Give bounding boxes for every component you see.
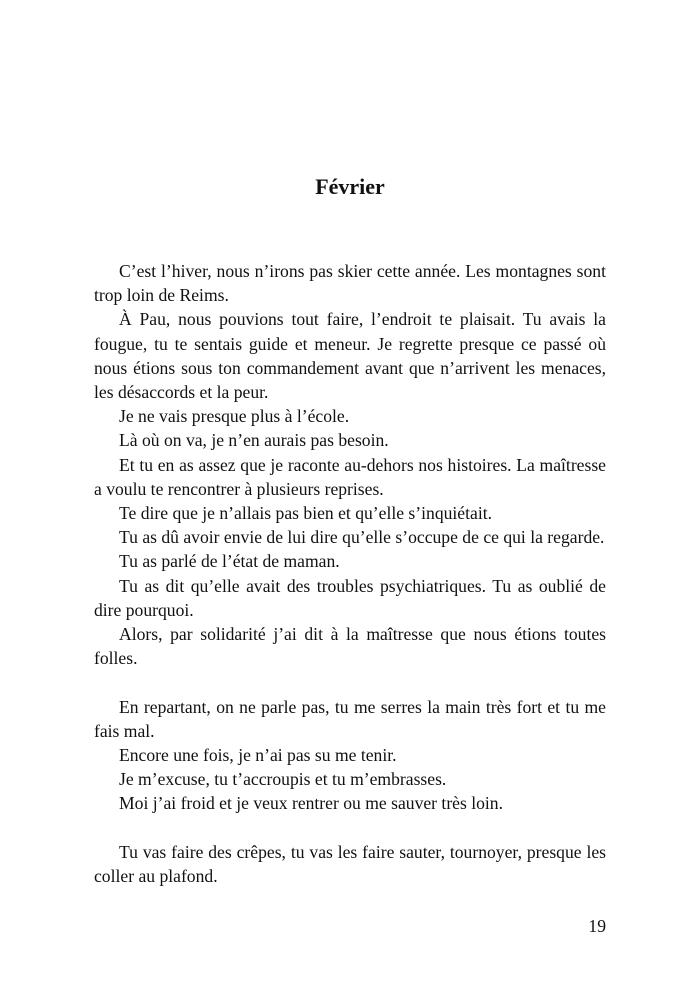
paragraph: Et tu en as assez que je raconte au-dehors nos histoires. La maîtresse a voulu te rencontrer à plusieurs reprises. (94, 454, 606, 499)
paragraph: Tu vas faire des crêpes, tu vas les faire sauter, tournoyer, presque les coller au plafond. (94, 841, 606, 887)
paragraph: Moi j’ai froid et je veux rentrer ou me sauver très loin. (119, 793, 504, 814)
paragraph: Te dire que je n’allais pas bien et qu’elle s’inquiétait. (119, 503, 492, 524)
paragraph: Là où on va, je n’en aurais pas besoin. (119, 430, 389, 451)
paragraph: Je ne vais presque plus à l’école. (119, 406, 350, 427)
paragraph: Tu as dit qu’elle avait des troubles psychiatriques. Tu as oublié de dire pourquoi. (94, 575, 606, 620)
paragraph: À Pau, nous pouvions tout faire, l’endroit te plaisait. Tu avais la fougue, tu te sentais guide et meneur. Je regrette presque ce passé où nous étions sous ton commandement avant que n’arrivent les menaces, les désaccords et la peur. (94, 309, 606, 403)
paragraph: Alors, par solidarité j’ai dit à la maîtresse que nous étions toutes folles. (94, 624, 606, 669)
paragraph: Tu as dû avoir envie de lui dire qu’elle s’occupe de ce qui la regarde. (119, 527, 605, 548)
paragraph: C’est l’hiver, nous n’irons pas skier cette année. Les montagnes sont trop loin de Reims. (94, 261, 606, 306)
paragraph: Tu as parlé de l’état de maman. (119, 551, 340, 572)
chapter-title: Février (315, 174, 385, 199)
paragraph: En repartant, on ne parle pas, tu me serres la main très fort et tu me fais mal. (94, 696, 606, 741)
page-number: 19 (588, 916, 606, 936)
chapter-body (94, 259, 606, 888)
paragraph: Je m’excuse, tu t’accroupis et tu m’embrasses. (119, 769, 447, 790)
paragraph: Encore une fois, je n’ai pas su me tenir. (119, 745, 397, 766)
